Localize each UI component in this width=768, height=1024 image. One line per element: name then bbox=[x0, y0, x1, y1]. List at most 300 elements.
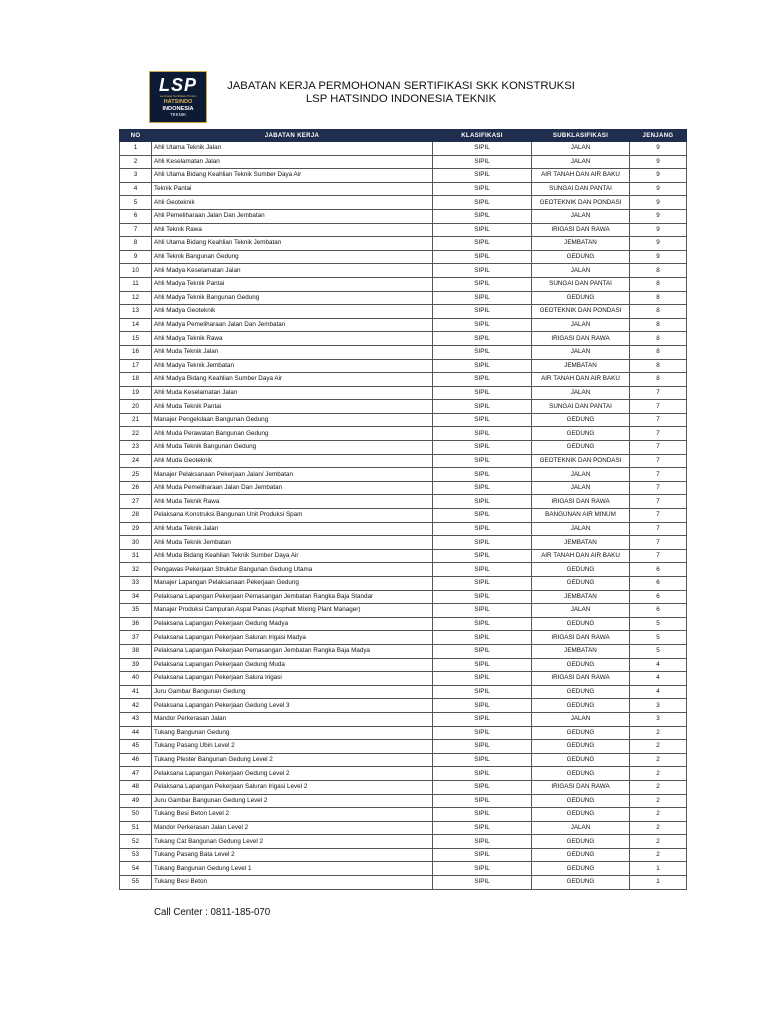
row-jenjang: 6 bbox=[630, 563, 687, 577]
row-jabatan-kerja: Pelaksana Lapangan Pekerjaan Gedung Madya bbox=[152, 617, 433, 631]
row-jenjang: 9 bbox=[630, 237, 687, 251]
row-klasifikasi: SIPIL bbox=[433, 223, 532, 237]
table-row bbox=[120, 685, 687, 699]
table-row bbox=[120, 604, 687, 618]
row-klasifikasi: SIPIL bbox=[433, 359, 532, 373]
table-row bbox=[120, 549, 687, 563]
row-subklasifikasi: GEDUNG bbox=[532, 441, 630, 455]
table-row bbox=[120, 509, 687, 523]
row-subklasifikasi: JALAN bbox=[532, 468, 630, 482]
row-no: 31 bbox=[120, 549, 152, 563]
row-jenjang: 9 bbox=[630, 142, 687, 156]
row-jabatan-kerja: Juru Gambar Bangunan Gedung bbox=[152, 685, 433, 699]
row-jenjang: 6 bbox=[630, 604, 687, 618]
row-no: 8 bbox=[120, 237, 152, 251]
row-klasifikasi: SIPIL bbox=[433, 264, 532, 278]
row-klasifikasi: SIPIL bbox=[433, 318, 532, 332]
table-row bbox=[120, 373, 687, 387]
row-no: 21 bbox=[120, 413, 152, 427]
row-klasifikasi: SIPIL bbox=[433, 604, 532, 618]
row-jabatan-kerja: Pelaksana Lapangan Pekerjaan Salura Irigasi bbox=[152, 672, 433, 686]
row-jabatan-kerja: Ahli Geoteknik bbox=[152, 196, 433, 210]
row-klasifikasi: SIPIL bbox=[433, 305, 532, 319]
logo-line-teknik: TEKNIK bbox=[169, 112, 187, 117]
row-klasifikasi: SIPIL bbox=[433, 685, 532, 699]
row-subklasifikasi: IRIGASI DAN RAWA bbox=[532, 672, 630, 686]
row-subklasifikasi: JALAN bbox=[532, 142, 630, 156]
row-jenjang: 7 bbox=[630, 454, 687, 468]
table-row bbox=[120, 237, 687, 251]
row-subklasifikasi: IRIGASI DAN RAWA bbox=[532, 780, 630, 794]
row-jabatan-kerja: Ahli Utama Teknik Jalan bbox=[152, 142, 433, 156]
row-no: 2 bbox=[120, 155, 152, 169]
row-klasifikasi: SIPIL bbox=[433, 468, 532, 482]
row-subklasifikasi: GEOTEKNIK DAN PONDASI bbox=[532, 196, 630, 210]
table-row bbox=[120, 169, 687, 183]
row-klasifikasi: SIPIL bbox=[433, 563, 532, 577]
row-klasifikasi: SIPIL bbox=[433, 386, 532, 400]
row-klasifikasi: SIPIL bbox=[433, 712, 532, 726]
row-klasifikasi: SIPIL bbox=[433, 277, 532, 291]
row-klasifikasi: SIPIL bbox=[433, 155, 532, 169]
row-subklasifikasi: SUNGAI DAN PANTAI bbox=[532, 277, 630, 291]
row-jenjang: 4 bbox=[630, 685, 687, 699]
row-no: 23 bbox=[120, 441, 152, 455]
row-no: 39 bbox=[120, 658, 152, 672]
row-subklasifikasi: GEDUNG bbox=[532, 577, 630, 591]
row-jabatan-kerja: Ahli Madya Pemeliharaan Jalan Dan Jembatan bbox=[152, 318, 433, 332]
row-no: 15 bbox=[120, 332, 152, 346]
row-klasifikasi: SIPIL bbox=[433, 631, 532, 645]
row-no: 13 bbox=[120, 305, 152, 319]
row-subklasifikasi: JALAN bbox=[532, 821, 630, 835]
table-row bbox=[120, 522, 687, 536]
row-no: 32 bbox=[120, 563, 152, 577]
table-row bbox=[120, 848, 687, 862]
row-jabatan-kerja: Ahli Pemeliharaan Jalan Dan Jembatan bbox=[152, 209, 433, 223]
row-no: 4 bbox=[120, 182, 152, 196]
row-jenjang: 9 bbox=[630, 169, 687, 183]
row-jabatan-kerja: Ahli Madya Teknik Pantai bbox=[152, 277, 433, 291]
row-jenjang: 9 bbox=[630, 209, 687, 223]
row-klasifikasi: SIPIL bbox=[433, 808, 532, 822]
row-klasifikasi: SIPIL bbox=[433, 753, 532, 767]
table-row bbox=[120, 590, 687, 604]
row-subklasifikasi: GEDUNG bbox=[532, 740, 630, 754]
table-row bbox=[120, 862, 687, 876]
header-jabatan-kerja: JABATAN KERJA bbox=[152, 130, 433, 142]
row-klasifikasi: SIPIL bbox=[433, 427, 532, 441]
row-no: 36 bbox=[120, 617, 152, 631]
row-jenjang: 7 bbox=[630, 413, 687, 427]
row-subklasifikasi: GEDUNG bbox=[532, 862, 630, 876]
row-jabatan-kerja: Ahli Keselamatan Jalan bbox=[152, 155, 433, 169]
table-row bbox=[120, 277, 687, 291]
row-jenjang: 8 bbox=[630, 345, 687, 359]
table-body bbox=[120, 142, 687, 890]
header-subklasifikasi: SUBKLASIFIKASI bbox=[532, 130, 630, 142]
row-no: 47 bbox=[120, 767, 152, 781]
row-no: 42 bbox=[120, 699, 152, 713]
row-no: 7 bbox=[120, 223, 152, 237]
row-subklasifikasi: JEMBATAN bbox=[532, 237, 630, 251]
row-jabatan-kerja: Ahli Madya Teknik Bangunan Gedung bbox=[152, 291, 433, 305]
row-jenjang: 2 bbox=[630, 767, 687, 781]
row-klasifikasi: SIPIL bbox=[433, 495, 532, 509]
row-klasifikasi: SIPIL bbox=[433, 522, 532, 536]
table-row bbox=[120, 794, 687, 808]
row-klasifikasi: SIPIL bbox=[433, 699, 532, 713]
table-row bbox=[120, 250, 687, 264]
row-subklasifikasi: GEDUNG bbox=[532, 250, 630, 264]
row-jabatan-kerja: Manajer Produksi Campuran Aspal Panas (Asphalt Mixing Plant Manager) bbox=[152, 604, 433, 618]
table-row bbox=[120, 726, 687, 740]
document-title bbox=[214, 80, 588, 106]
row-no: 53 bbox=[120, 848, 152, 862]
table-row bbox=[120, 753, 687, 767]
row-jenjang: 2 bbox=[630, 808, 687, 822]
row-klasifikasi: SIPIL bbox=[433, 644, 532, 658]
row-jabatan-kerja: Ahli Teknik Rawa bbox=[152, 223, 433, 237]
row-no: 29 bbox=[120, 522, 152, 536]
row-subklasifikasi: JEMBATAN bbox=[532, 590, 630, 604]
row-klasifikasi: SIPIL bbox=[433, 237, 532, 251]
row-klasifikasi: SIPIL bbox=[433, 196, 532, 210]
row-subklasifikasi: GEDUNG bbox=[532, 413, 630, 427]
table-row bbox=[120, 318, 687, 332]
row-jenjang: 3 bbox=[630, 699, 687, 713]
row-subklasifikasi: GEDUNG bbox=[532, 876, 630, 890]
row-jenjang: 7 bbox=[630, 481, 687, 495]
row-jenjang: 6 bbox=[630, 577, 687, 591]
row-jenjang: 8 bbox=[630, 332, 687, 346]
row-jenjang: 8 bbox=[630, 359, 687, 373]
row-jabatan-kerja: Ahli Madya Keselamatan Jalan bbox=[152, 264, 433, 278]
table-row bbox=[120, 427, 687, 441]
row-jenjang: 1 bbox=[630, 862, 687, 876]
row-subklasifikasi: JALAN bbox=[532, 209, 630, 223]
row-jenjang: 2 bbox=[630, 835, 687, 849]
header-klasifikasi: KLASIFIKASI bbox=[433, 130, 532, 142]
row-no: 50 bbox=[120, 808, 152, 822]
row-jabatan-kerja: Pelaksana Lapangan Pekerjaan Gedung Level 3 bbox=[152, 699, 433, 713]
row-jabatan-kerja: Pelaksana Lapangan Pekerjaan Gedung Muda bbox=[152, 658, 433, 672]
row-subklasifikasi: JALAN bbox=[532, 155, 630, 169]
table-row bbox=[120, 740, 687, 754]
row-no: 41 bbox=[120, 685, 152, 699]
row-no: 55 bbox=[120, 876, 152, 890]
row-jenjang: 5 bbox=[630, 631, 687, 645]
row-jabatan-kerja: Tukang Besi Beton bbox=[152, 876, 433, 890]
row-jenjang: 9 bbox=[630, 250, 687, 264]
row-jenjang: 9 bbox=[630, 182, 687, 196]
row-klasifikasi: SIPIL bbox=[433, 345, 532, 359]
row-no: 24 bbox=[120, 454, 152, 468]
row-klasifikasi: SIPIL bbox=[433, 794, 532, 808]
row-subklasifikasi: JALAN bbox=[532, 522, 630, 536]
row-jabatan-kerja: Ahli Muda Teknik Jembatan bbox=[152, 536, 433, 550]
row-subklasifikasi: JALAN bbox=[532, 386, 630, 400]
row-no: 6 bbox=[120, 209, 152, 223]
row-no: 10 bbox=[120, 264, 152, 278]
row-no: 48 bbox=[120, 780, 152, 794]
table-row bbox=[120, 386, 687, 400]
table-row bbox=[120, 617, 687, 631]
row-subklasifikasi: GEDUNG bbox=[532, 794, 630, 808]
table-row bbox=[120, 658, 687, 672]
row-no: 45 bbox=[120, 740, 152, 754]
row-jenjang: 5 bbox=[630, 644, 687, 658]
logo-mark: LSP bbox=[158, 75, 197, 95]
row-klasifikasi: SIPIL bbox=[433, 209, 532, 223]
row-subklasifikasi: SUNGAI DAN PANTAI bbox=[532, 400, 630, 414]
table-row bbox=[120, 196, 687, 210]
row-subklasifikasi: JALAN bbox=[532, 481, 630, 495]
row-jenjang: 8 bbox=[630, 277, 687, 291]
row-no: 46 bbox=[120, 753, 152, 767]
row-no: 26 bbox=[120, 481, 152, 495]
row-subklasifikasi: SUNGAI DAN PANTAI bbox=[532, 182, 630, 196]
row-jenjang: 4 bbox=[630, 672, 687, 686]
row-jenjang: 8 bbox=[630, 318, 687, 332]
row-klasifikasi: SIPIL bbox=[433, 835, 532, 849]
table-row bbox=[120, 454, 687, 468]
row-jenjang: 2 bbox=[630, 780, 687, 794]
row-jenjang: 7 bbox=[630, 495, 687, 509]
row-no: 22 bbox=[120, 427, 152, 441]
row-subklasifikasi: JEMBATAN bbox=[532, 644, 630, 658]
row-jabatan-kerja: Manajer Pengelolaan Bangunan Gedung bbox=[152, 413, 433, 427]
row-jabatan-kerja: Ahli Madya Geoteknik bbox=[152, 305, 433, 319]
row-jabatan-kerja: Tukang Bangunan Gedung Level 1 bbox=[152, 862, 433, 876]
table-row bbox=[120, 413, 687, 427]
table-row bbox=[120, 876, 687, 890]
row-no: 9 bbox=[120, 250, 152, 264]
row-subklasifikasi: GEDUNG bbox=[532, 726, 630, 740]
row-subklasifikasi: GEDUNG bbox=[532, 658, 630, 672]
row-no: 17 bbox=[120, 359, 152, 373]
row-subklasifikasi: JEMBATAN bbox=[532, 359, 630, 373]
row-jabatan-kerja: Ahli Madya Bidang Keahlian Sumber Daya Air bbox=[152, 373, 433, 387]
table-row bbox=[120, 808, 687, 822]
row-subklasifikasi: GEDUNG bbox=[532, 835, 630, 849]
row-klasifikasi: SIPIL bbox=[433, 441, 532, 455]
row-klasifikasi: SIPIL bbox=[433, 848, 532, 862]
row-jabatan-kerja: Pelaksana Konstruksi Bangunan Unit Produksi Spam bbox=[152, 509, 433, 523]
table-row bbox=[120, 495, 687, 509]
logo-line-indonesia: INDONESIA bbox=[162, 106, 194, 112]
row-jenjang: 2 bbox=[630, 726, 687, 740]
row-klasifikasi: SIPIL bbox=[433, 250, 532, 264]
row-no: 16 bbox=[120, 345, 152, 359]
row-subklasifikasi: GEOTEKNIK DAN PONDASI bbox=[532, 454, 630, 468]
table-row bbox=[120, 821, 687, 835]
row-klasifikasi: SIPIL bbox=[433, 169, 532, 183]
table-row bbox=[120, 780, 687, 794]
table-row bbox=[120, 291, 687, 305]
row-jenjang: 8 bbox=[630, 373, 687, 387]
row-no: 38 bbox=[120, 644, 152, 658]
row-jenjang: 7 bbox=[630, 468, 687, 482]
table-row bbox=[120, 182, 687, 196]
table-row bbox=[120, 332, 687, 346]
row-jenjang: 2 bbox=[630, 794, 687, 808]
row-jabatan-kerja: Ahli Muda Pemeliharaan Jalan Dan Jembatan bbox=[152, 481, 433, 495]
row-jenjang: 9 bbox=[630, 223, 687, 237]
row-no: 34 bbox=[120, 590, 152, 604]
table-row bbox=[120, 359, 687, 373]
row-subklasifikasi: JALAN bbox=[532, 318, 630, 332]
call-center: Call Center : 0811-185-070 bbox=[154, 907, 271, 918]
row-jabatan-kerja: Ahli Muda Teknik Jalan bbox=[152, 345, 433, 359]
row-jabatan-kerja: Mandor Perkerasan Jalan Level 2 bbox=[152, 821, 433, 835]
table-row bbox=[120, 536, 687, 550]
row-subklasifikasi: IRIGASI DAN RAWA bbox=[532, 332, 630, 346]
row-subklasifikasi: GEDUNG bbox=[532, 427, 630, 441]
table-row bbox=[120, 155, 687, 169]
header-jenjang: JENJANG bbox=[630, 130, 687, 142]
row-jenjang: 7 bbox=[630, 400, 687, 414]
row-jenjang: 2 bbox=[630, 848, 687, 862]
row-no: 27 bbox=[120, 495, 152, 509]
row-jenjang: 2 bbox=[630, 753, 687, 767]
row-jabatan-kerja: Tukang Plester Bangunan Gedung Level 2 bbox=[152, 753, 433, 767]
row-jenjang: 9 bbox=[630, 155, 687, 169]
row-no: 18 bbox=[120, 373, 152, 387]
title-line-1: JABATAN KERJA PERMOHONAN SERTIFIKASI SKK KONSTRUKSI bbox=[227, 80, 575, 92]
table-row bbox=[120, 468, 687, 482]
row-no: 30 bbox=[120, 536, 152, 550]
row-jabatan-kerja: Ahli Muda Teknik Bangunan Gedung bbox=[152, 441, 433, 455]
row-subklasifikasi: GEDUNG bbox=[532, 767, 630, 781]
table-row bbox=[120, 345, 687, 359]
table-row bbox=[120, 699, 687, 713]
row-subklasifikasi: JALAN bbox=[532, 345, 630, 359]
row-jabatan-kerja: Pengawas Pekerjaan Struktur Bangunan Gedung Utama bbox=[152, 563, 433, 577]
row-no: 35 bbox=[120, 604, 152, 618]
row-klasifikasi: SIPIL bbox=[433, 590, 532, 604]
row-jabatan-kerja: Ahli Muda Perawatan Bangunan Gedung bbox=[152, 427, 433, 441]
row-no: 3 bbox=[120, 169, 152, 183]
row-jabatan-kerja: Ahli Madya Teknik Rawa bbox=[152, 332, 433, 346]
table-header-row bbox=[120, 130, 687, 142]
row-jabatan-kerja: Ahli Muda Teknik Jalan bbox=[152, 522, 433, 536]
row-no: 20 bbox=[120, 400, 152, 414]
row-subklasifikasi: IRIGASI DAN RAWA bbox=[532, 631, 630, 645]
row-jabatan-kerja: Ahli Utama Bidang Keahlian Teknik Sumber Daya Air bbox=[152, 169, 433, 183]
row-klasifikasi: SIPIL bbox=[433, 142, 532, 156]
row-subklasifikasi: GEOTEKNIK DAN PONDASI bbox=[532, 305, 630, 319]
row-jenjang: 8 bbox=[630, 264, 687, 278]
row-subklasifikasi: GEDUNG bbox=[532, 563, 630, 577]
table-row bbox=[120, 441, 687, 455]
row-jabatan-kerja: Ahli Muda Teknik Pantai bbox=[152, 400, 433, 414]
row-klasifikasi: SIPIL bbox=[433, 400, 532, 414]
title-line-2: LSP HATSINDO INDONESIA TEKNIK bbox=[305, 93, 497, 105]
row-klasifikasi: SIPIL bbox=[433, 740, 532, 754]
table-row bbox=[120, 305, 687, 319]
row-no: 25 bbox=[120, 468, 152, 482]
row-jabatan-kerja: Tukang Besi Beton Level 2 bbox=[152, 808, 433, 822]
row-klasifikasi: SIPIL bbox=[433, 481, 532, 495]
row-jenjang: 7 bbox=[630, 427, 687, 441]
row-jabatan-kerja: Juru Gambar Bangunan Gedung Level 2 bbox=[152, 794, 433, 808]
row-subklasifikasi: IRIGASI DAN RAWA bbox=[532, 495, 630, 509]
row-no: 33 bbox=[120, 577, 152, 591]
table-row bbox=[120, 209, 687, 223]
row-subklasifikasi: JEMBATAN bbox=[532, 536, 630, 550]
row-jabatan-kerja: Ahli Teknik Bangunan Gedung bbox=[152, 250, 433, 264]
row-klasifikasi: SIPIL bbox=[433, 672, 532, 686]
row-jabatan-kerja: Ahli Muda Keselamatan Jalan bbox=[152, 386, 433, 400]
row-jenjang: 9 bbox=[630, 196, 687, 210]
row-jabatan-kerja: Tukang Pasang Ubin Level 2 bbox=[152, 740, 433, 754]
row-jabatan-kerja: Manajer Pelaksanaan Pekerjaan Jalan/ Jembatan bbox=[152, 468, 433, 482]
row-subklasifikasi: AIR TANAH DAN AIR BAKU bbox=[532, 373, 630, 387]
table-row bbox=[120, 264, 687, 278]
row-klasifikasi: SIPIL bbox=[433, 509, 532, 523]
row-subklasifikasi: AIR TANAH DAN AIR BAKU bbox=[532, 169, 630, 183]
row-jenjang: 7 bbox=[630, 441, 687, 455]
row-klasifikasi: SIPIL bbox=[433, 577, 532, 591]
row-klasifikasi: SIPIL bbox=[433, 726, 532, 740]
row-jenjang: 7 bbox=[630, 549, 687, 563]
row-subklasifikasi: JALAN bbox=[532, 604, 630, 618]
row-jenjang: 2 bbox=[630, 740, 687, 754]
table-row bbox=[120, 481, 687, 495]
row-subklasifikasi: JALAN bbox=[532, 264, 630, 278]
row-subklasifikasi: JALAN bbox=[532, 712, 630, 726]
row-klasifikasi: SIPIL bbox=[433, 767, 532, 781]
row-klasifikasi: SIPIL bbox=[433, 413, 532, 427]
row-jenjang: 5 bbox=[630, 617, 687, 631]
row-jabatan-kerja: Tukang Bangunan Gedung bbox=[152, 726, 433, 740]
row-subklasifikasi: AIR TANAH DAN AIR BAKU bbox=[532, 549, 630, 563]
row-jabatan-kerja: Ahli Utama Bidang Keahlian Teknik Jembatan bbox=[152, 237, 433, 251]
row-no: 12 bbox=[120, 291, 152, 305]
table-row bbox=[120, 142, 687, 156]
logo-tagline: Lembaga Sertifikasi Profesi bbox=[159, 94, 197, 98]
row-no: 51 bbox=[120, 821, 152, 835]
row-jabatan-kerja: Pelaksana Lapangan Pekerjaan Pemasangan Jembatan Rangka Baja Madya bbox=[152, 644, 433, 658]
row-no: 44 bbox=[120, 726, 152, 740]
row-no: 14 bbox=[120, 318, 152, 332]
row-klasifikasi: SIPIL bbox=[433, 658, 532, 672]
row-klasifikasi: SIPIL bbox=[433, 549, 532, 563]
row-jabatan-kerja: Ahli Muda Bidang Keahlian Teknik Sumber Daya Air bbox=[152, 549, 433, 563]
table-row bbox=[120, 577, 687, 591]
row-subklasifikasi: GEDUNG bbox=[532, 617, 630, 631]
row-subklasifikasi: GEDUNG bbox=[532, 699, 630, 713]
row-jenjang: 7 bbox=[630, 536, 687, 550]
row-jenjang: 2 bbox=[630, 821, 687, 835]
row-klasifikasi: SIPIL bbox=[433, 454, 532, 468]
row-jabatan-kerja: Pelaksana Lapangan Pekerjaan Saluran Irigasi Madya bbox=[152, 631, 433, 645]
row-no: 49 bbox=[120, 794, 152, 808]
table-row bbox=[120, 712, 687, 726]
row-subklasifikasi: GEDUNG bbox=[532, 808, 630, 822]
table-row bbox=[120, 672, 687, 686]
lsp-logo bbox=[149, 71, 207, 123]
row-jenjang: 8 bbox=[630, 291, 687, 305]
table-row bbox=[120, 767, 687, 781]
row-no: 37 bbox=[120, 631, 152, 645]
row-jenjang: 6 bbox=[630, 590, 687, 604]
row-jabatan-kerja: Ahli Madya Teknik Jembatan bbox=[152, 359, 433, 373]
row-klasifikasi: SIPIL bbox=[433, 617, 532, 631]
row-no: 40 bbox=[120, 672, 152, 686]
row-klasifikasi: SIPIL bbox=[433, 332, 532, 346]
